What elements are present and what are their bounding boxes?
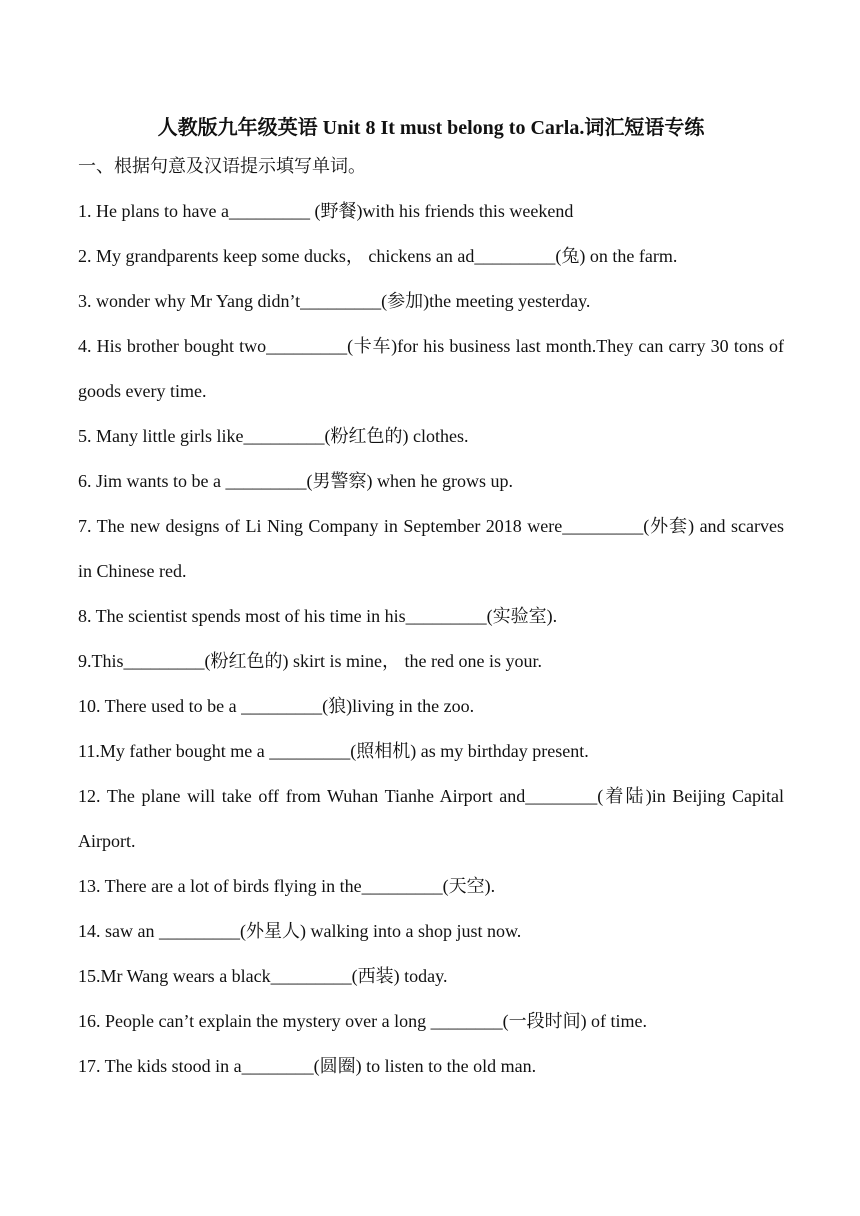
document-title: 人教版九年级英语 Unit 8 It must belong to Carla.词汇短语专练 [157,117,705,139]
question-item: 7. The new designs of Li Ning Company in September 2018 were_________(外套) and scarves in Chinese red. [78,516,784,581]
worksheet-page [78,112,784,1089]
question-item: 15.Mr Wang wears a black_________(西装) today. [78,966,448,986]
question-item: 5. Many little girls like_________(粉红色的) clothes. [78,426,469,446]
section-heading: 一、根据句意及汉语提示填写单词。 [78,156,366,176]
question-item: 16. People can’t explain the mystery over a long ________(一段时间) of time. [78,1011,648,1031]
question-item: 8. The scientist spends most of his time in his_________(实验室). [78,606,558,626]
question-item: 11.My father bought me a _________(照相机) as my birthday present. [78,741,589,761]
question-item: 10. There used to be a _________(狼)living in the zoo. [78,696,475,716]
question-item: 4. His brother bought two_________(卡车)for his business last month.They can carry 30 tons of goods every time. [78,336,784,401]
question-item: 1. He plans to have a_________ (野餐)with his friends this weekend [78,201,574,221]
question-item: 6. Jim wants to be a _________(男警察) when he grows up. [78,471,513,491]
question-item: 3. wonder why Mr Yang didn’t_________(参加)the meeting yesterday. [78,291,591,311]
question-item: 17. The kids stood in a________(圆圈) to listen to the old man. [78,1056,537,1076]
question-item: 12. The plane will take off from Wuhan Tianhe Airport and________(着陆)in Beijing Capital Airport. [78,786,784,851]
question-item: 2. My grandparents keep some ducks， chickens an ad_________(兔) on the farm. [78,246,678,266]
question-item: 14. saw an _________(外星人) walking into a shop just now. [78,921,522,941]
question-item: 9.This_________(粉红色的) skirt is mine， the red one is your. [78,651,542,671]
question-item: 13. There are a lot of birds flying in the_________(天空). [78,876,496,896]
